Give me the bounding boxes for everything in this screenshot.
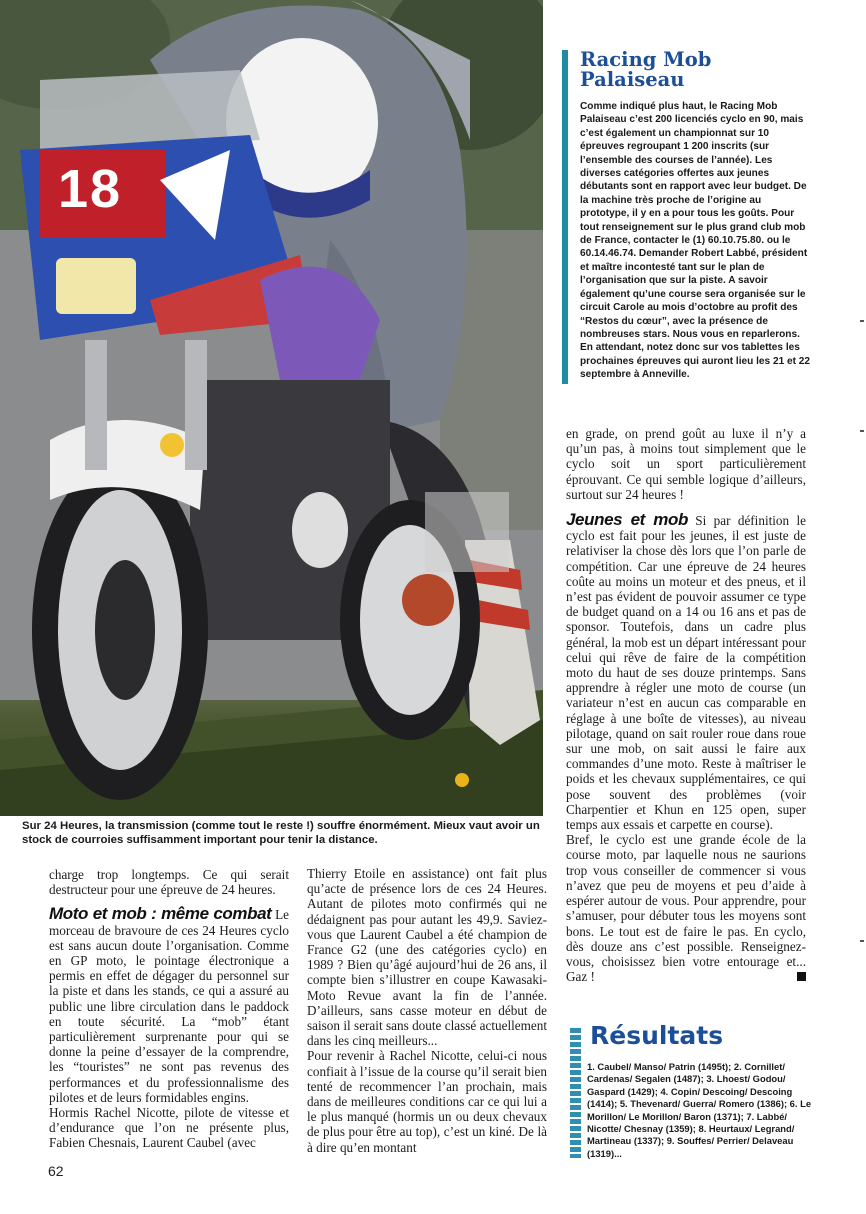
race-photo <box>0 0 543 816</box>
sidebar-title-line1: Racing Mob <box>580 48 712 71</box>
bike-number-plate: 18 <box>58 159 123 219</box>
sidebar-title <box>580 50 810 90</box>
edge-mark <box>860 430 864 432</box>
article-column-2 <box>307 866 547 1155</box>
results-text: 1. Caubel/ Manso/ Patrin (1495t); 2. Cornillet/ Cardenas/ Segalen (1487); 3. Lhoest/ Godou/ Gaspard (1429); 4. Copin/ Descoing/ Descoing (1414); 5. Thevenard/ Guerra/ Romero (1386); 6. Le Morillon/ Le Morillon/ Baron (1371); 7. Labbé/ Nicotte/ Chesnay (1359); 8. Heurtaux/ Legrand/ Martineau (1337); 9. Souffes/ Perrier/ Delaveau (1319)... <box>587 1061 812 1159</box>
paragraph <box>566 832 806 984</box>
motorcycle-illustration <box>0 0 543 816</box>
edge-mark <box>860 940 864 942</box>
paragraph <box>49 906 289 1105</box>
edge-mark <box>860 320 864 322</box>
end-of-article-mark <box>797 972 806 981</box>
article-column-1 <box>49 867 289 1151</box>
results-decorative-bar <box>570 1028 581 1158</box>
paragraph: Thierry Etoile en assistance) ont fait plus qu’acte de présence lors de ces 24 Heures. Autant de pilotes moto confirmés qui ne dédaignent pas pour autant les 49,9. Saviez-vous que Laurent Caubel a été champion de France G2 (une des catégories cyclo) en 1989 ? Bien qu’âgé aujourd’hui de 26 ans, il compte bien s’illustrer en coupe Kawasaki-Moto Revue avant la fin de l’année. D’ailleurs, sans casse moteur en début de saison il serait sans doute classé actuellement dans les cinq meilleurs... <box>307 866 547 1049</box>
paragraph: Hormis Rachel Nicotte, pilote de vitesse et d’endurance que l’on ne présente plus, Fabien Chesnais, Laurent Caubel (avec <box>49 1105 289 1151</box>
paragraph-text: Le morceau de bravoure de ces 24 Heures cyclo est sans aucun doute l’organisation. Comme en GP moto, le pointage électronique a permis en effet de dégager du personnel sur la piste et dans les stands, ce qui a assuré au public une libre circulation dans le paddock en toute sécurité. La “mob” étant particulièrement surprenante pour qui se donne la peine d’essayer de la comprendre, les “touristes” ne sont pas revenus des performances et du professionnalisme des pilotes et de leurs formidables engins. <box>49 907 289 1105</box>
paragraph-text: Bref, le cyclo est une grande école de la course moto, par laquelle nous ne saurions trop vous conseiller de commencer si vous n’avez que peu de moyens et peu d’aide à espérer autour de vous. Pour apprendre, pour s’amuser, pour débuter tous les moyens sont bons. Le tout est de faire le pas. En cyclo, dès douze ans c’est possible. Renseignez-vous, choisissez bien votre entourage et... Gaz ! <box>566 832 806 985</box>
article-column-3 <box>566 426 806 984</box>
paragraph: charge trop longtemps. Ce qui serait destructeur pour une épreuve de 24 heures. <box>49 867 289 898</box>
results-box <box>568 1022 812 1162</box>
sidebar-title-line2: Palaiseau <box>580 68 685 91</box>
subheading: Moto et mob : même combat <box>49 904 272 924</box>
paragraph <box>566 512 806 832</box>
paragraph: en grade, on prend goût au luxe il n’y a qu’un pas, à moins tout simplement que le cyclo soit un sport particulièrement éprouvant. Ce qui semble logique d’ailleurs, surtout sur 24 heures ! <box>566 426 806 502</box>
sidebar-text: Comme indiqué plus haut, le Racing Mob Palaiseau c’est 200 licenciés cyclo en 90, mais c’est également un championnat sur 10 épreuves regroupant 1 200 inscrits (sur l’ensemble des courses de l’année). Les diverses catégories offertes aux jeunes débutants sont en rapport avec leur budget. De la machine très proche de l’origine au prototype, il y en a pour tous les goûts. Pour tout renseignement sur le plus grand club mob de France, contacter le (1) 60.10.75.80. ou le 60.14.46.74. Demander Robert Labbé, président et maître incontesté tant sur le plan de l’organisation que sur la piste. A savoir également qu’une course sera organisée sur le circuit Carole au mois d’octobre au profit des “Restos du cœur”, avec la présence de nombreuses stars. Nous vous en reparlerons. En attendant, notez donc sur vos tablettes les prochaines épreuves qui auront lieu les 21 et 22 septembre à Anneville. <box>580 101 810 381</box>
paragraph-text: Si par définition le cyclo est fait pour les jeunes, il est juste de relativiser la chose dès lors que l’on parle de compétition. Car une épreuve de 24 heures coûte au moins un moteur et des pneus, et il n’est pas évident de pouvoir assumer ce type de budget quand on a 14 ou 16 ans et pas de sponsor. Toutefois, dans un cadre plus général, la mob est un départ intéressant pour celui qui rêve de faire de la compétition moto du haut de ses douze printemps. Sans apprendre à régler une moto de course (un variateur n’est en aucun cas comparable en réglage à une boîte de vitesses), au niveau pilotage, quand on sait rouler roue dans roue sur une mob, on sait aussi le faire aux commandes d’une moto. Reste à maîtriser le poids et les chevaux supplémentaires, ce qui pose souvent des problèmes (voir Charpentier et Khun en 125 open, super temps aux essais et carpette en course). <box>566 513 806 833</box>
paragraph: Pour revenir à Rachel Nicotte, celui-ci nous confiait à l’issue de la course qu’il serait bien tenté de recommencer l’an prochain, mais dans de meilleures conditions car ce qui lui a le plus manqué (hormis un ou deux chevaux de plus pour être au top), c’est un kiné. De là à dire qu’en montant <box>307 1048 547 1155</box>
subheading: Jeunes et mob <box>566 510 688 530</box>
page-number: 62 <box>48 1163 64 1179</box>
sidebar-box <box>562 50 810 384</box>
photo-caption: Sur 24 Heures, la transmission (comme tout le reste !) souffre énormément. Mieux vaut avoir un stock de courroies suffisamment important pour tenir la distance. <box>22 820 540 846</box>
results-title: Résultats <box>590 1021 724 1050</box>
